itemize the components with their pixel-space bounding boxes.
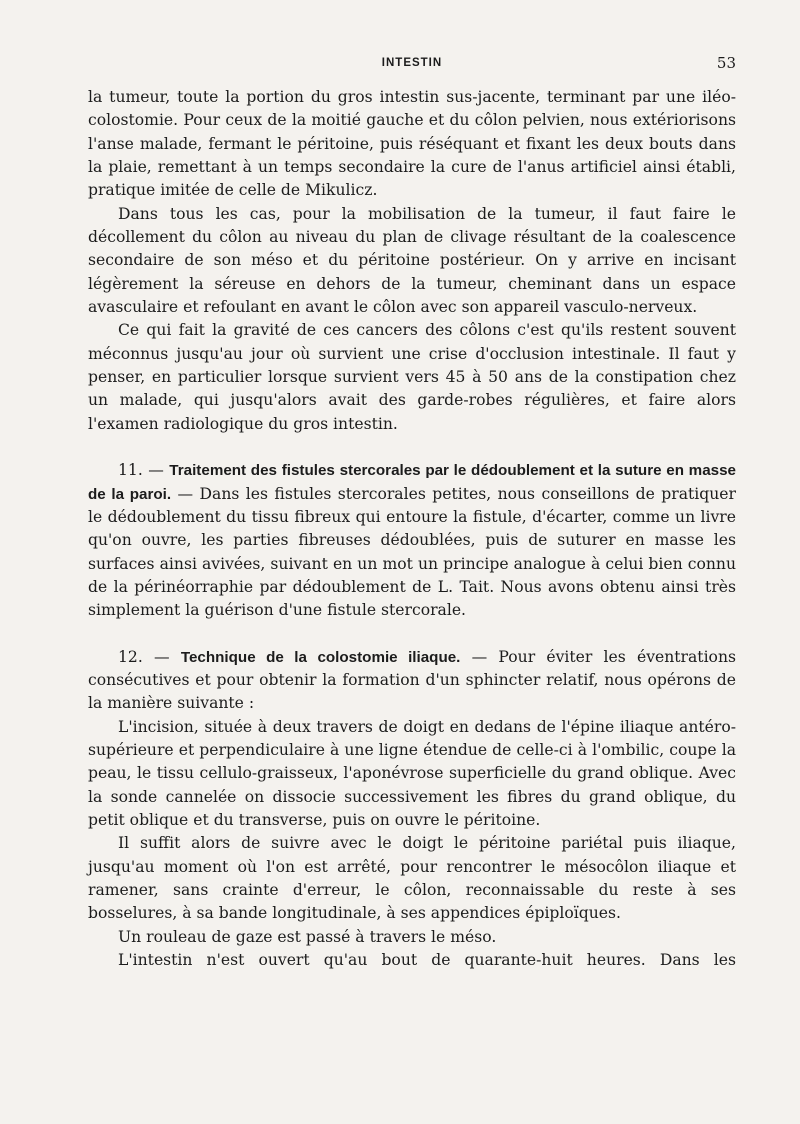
section-12-text: — Pour éviter les éventrations consécutives et pour obtenir la formation d'un sphincter relatif, nous opérons de la manière suivante :: [88, 647, 736, 713]
section-12-number: 12. —: [118, 647, 170, 666]
section-12-title: Technique de la colostomie iliaque.: [180, 648, 461, 666]
section-12: [88, 646, 736, 716]
paragraph-mobilisation: Dans tous les cas, pour la mobilisation de la tumeur, il faut faire le décollement du côlon au niveau du plan de clivage résultant de la coalescence secondaire de son méso et du péritoine postérieur. On y arrive en incisant légèrement la séreuse en dehors de la tumeur, cheminant dans un espace avasculaire et refoulant en avant le côlon avec son appareil vasculo-nerveux.: [88, 204, 736, 317]
section-11-number: 11. —: [118, 461, 164, 480]
section-11: [88, 459, 736, 622]
paragraph-continuation: la tumeur, toute la portion du gros intestin sus-jacente, terminant par une iléo-colostomie. Pour ceux de la moitié gauche et du côlon pelvien, nous extériorisons l'anse malade, fermant le péritoine, puis réséquant et fixant les deux bouts dans la plaie, remettant à un temps secondaire la cure de l'anus artificiel ainsi établi, pratique imitée de celle de Mikulicz.: [88, 88, 736, 200]
paragraph-gravite: Ce qui fait la gravité de ces cancers des côlons c'est qu'ils restent souvent méconnus jusqu'au jour où survient une crise d'occlusion intestinale. Il faut y penser, en particulier lorsque survient vers 45 à 50 ans de la constipation chez un malade, qui jusqu'alors avait des garde-robes régulières, et faire alors l'examen radiologique du gros intestin.: [88, 321, 736, 433]
page-body: [88, 86, 736, 972]
paragraph-incision: L'incision, située à deux travers de doigt en dedans de l'épine iliaque antéro-supérieure et perpendiculaire à une ligne étendue de celle-ci à l'ombilic, coupe la peau, le tissu cellulo-graisseux, l'aponévrose superficielle du grand oblique. Avec la sonde cannelée on dissocie successivement les fibres du grand oblique, du petit oblique et du transverse, puis on ouvre le péritoine.: [88, 717, 736, 829]
paragraph-intestin: L'intestin n'est ouvert qu'au bout de quarante-huit heures. Dans les: [118, 951, 736, 970]
page-header: [88, 54, 736, 76]
paragraph-peritoine: Il suffit alors de suivre avec le doigt le péritoine pariétal puis iliaque, jusqu'au moment où l'on est arrêté, pour rencontrer le mésocôlon iliaque et ramener, sans crainte d'erreur, le côlon, reconnaissable du reste à ses bosselures, à sa bande longitudinale, à ses appendices épiploïques.: [88, 834, 736, 923]
paragraph-gaze: Un rouleau de gaze est passé à travers le méso.: [118, 927, 497, 946]
running-title: INTESTIN: [381, 57, 443, 69]
section-11-title: Traitement des fistules stercorales par le dédoublement et la suture en masse de la paroi.: [88, 462, 736, 503]
page-number: 53: [716, 54, 736, 72]
section-11-text: — Dans les fistules stercorales petites, nous conseillons de pratiquer le dédoublement du tissu fibreux qui entoure la fistule, d'écarter, comme un livre qu'on ouvre, les parties fibreuses dédoublées, puis de suturer en masse les surfaces ainsi avivées, suivant en un mot un principe analogue à celui bien connu de la périnéorraphie par dédoublement de L. Tait. Nous avons obtenu ainsi très simplement la guérison d'une fistule stercorale.: [88, 484, 736, 620]
